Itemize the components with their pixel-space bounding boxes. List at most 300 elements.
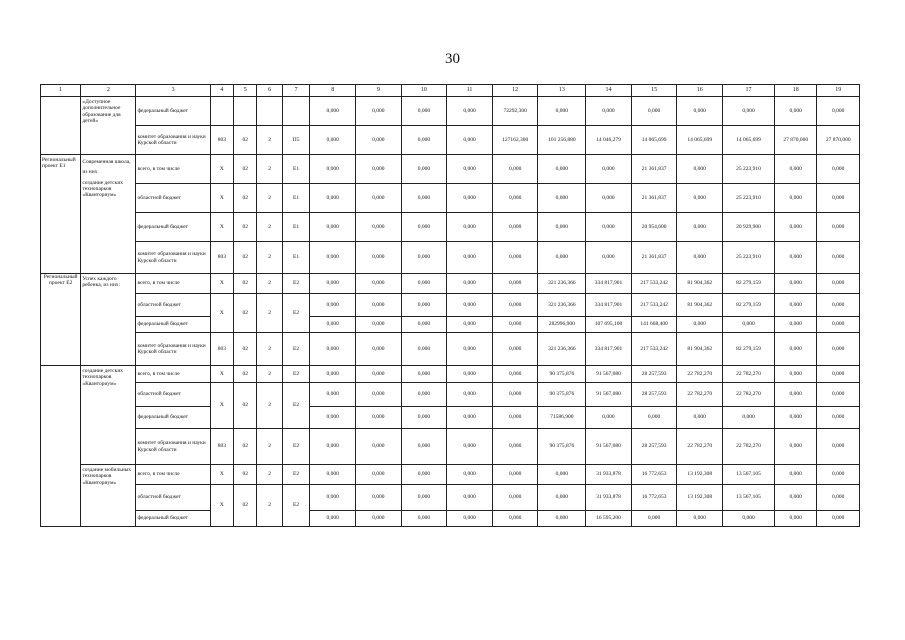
value-cell: 0,000 — [817, 294, 860, 317]
value-cell: 0,000 — [817, 155, 860, 184]
value-cell: 0,000 — [356, 511, 402, 527]
value-cell: 0,000 — [586, 155, 632, 184]
value-cell: 334 817,901 — [586, 274, 632, 294]
value-cell: 0,000 — [356, 407, 402, 429]
value-cell: 0,000 — [310, 317, 356, 333]
budget-source-cell: областной бюджет — [136, 383, 210, 407]
value-cell: 0,000 — [310, 429, 356, 465]
value-cell: 0,000 — [447, 126, 493, 155]
value-cell: 22 782,270 — [723, 429, 775, 465]
value-cell: 0,000 — [774, 485, 816, 511]
code-cell: Е1 — [282, 213, 310, 242]
value-cell: 0,000 — [356, 242, 402, 274]
value-cell: 0,000 — [401, 317, 447, 333]
value-cell: 0,000 — [817, 429, 860, 465]
table-row — [41, 485, 860, 511]
code-cell: 803 — [210, 126, 233, 155]
value-cell: 0,000 — [356, 97, 402, 126]
value-cell: 0,000 — [774, 184, 816, 213]
value-cell: 0,000 — [356, 155, 402, 184]
value-cell: 16 772,653 — [631, 465, 677, 485]
value-cell: 0,000 — [774, 383, 816, 407]
code-cell — [282, 97, 310, 126]
table-row — [41, 465, 860, 485]
value-cell: 0,000 — [356, 274, 402, 294]
code-cell: 02 — [234, 213, 257, 242]
code-cell: 2 — [257, 429, 282, 465]
code-cell: Е1 — [282, 155, 310, 184]
value-cell: 217 533,242 — [631, 333, 677, 366]
value-cell: 0,000 — [401, 383, 447, 407]
value-cell: 127162,300 — [492, 126, 538, 155]
value-cell: 20 954,600 — [631, 213, 677, 242]
value-cell: 107 695,100 — [586, 317, 632, 333]
value-cell: 0,000 — [817, 317, 860, 333]
value-cell: 0,000 — [774, 317, 816, 333]
column-header: 10 — [401, 85, 447, 97]
column-header: 1 — [41, 85, 81, 97]
value-cell: 0,000 — [492, 294, 538, 317]
value-cell: 0,000 — [774, 429, 816, 465]
value-cell: 0,000 — [817, 97, 860, 126]
value-cell: 0,000 — [677, 317, 723, 333]
value-cell: 0,000 — [310, 126, 356, 155]
value-cell: 81 904,362 — [677, 333, 723, 366]
column-header: 9 — [356, 85, 402, 97]
value-cell: 81 904,362 — [677, 294, 723, 317]
code-cell: Е2 — [282, 429, 310, 465]
value-cell: 72292,300 — [492, 97, 538, 126]
value-cell: 0,000 — [774, 366, 816, 383]
value-cell: 0,000 — [447, 465, 493, 485]
value-cell: 0,000 — [586, 242, 632, 274]
value-cell: 0,000 — [817, 333, 860, 366]
table-row — [41, 366, 860, 383]
budget-source-cell: всего, в том числе — [136, 366, 210, 383]
value-cell: 0,000 — [817, 511, 860, 527]
value-cell: 0,000 — [310, 242, 356, 274]
value-cell: 334 817,901 — [586, 333, 632, 366]
table-row — [41, 333, 860, 366]
value-cell: 0,000 — [401, 155, 447, 184]
value-cell: 90 375,876 — [538, 366, 586, 383]
budget-source-cell: комитет образования и науки Курской области — [136, 242, 210, 274]
column-header: 12 — [492, 85, 538, 97]
value-cell: 0,000 — [401, 465, 447, 485]
code-cell: 2 — [257, 465, 282, 485]
budget-source-cell: областной бюджет — [136, 294, 210, 317]
value-cell: 0,000 — [817, 242, 860, 274]
value-cell: 0,000 — [447, 366, 493, 383]
budget-source-cell: федеральный бюджет — [136, 97, 210, 126]
value-cell: 0,000 — [310, 511, 356, 527]
value-cell: 25 223,910 — [723, 184, 775, 213]
value-cell: 0,000 — [492, 333, 538, 366]
budget-source-cell: федеральный бюджет — [136, 213, 210, 242]
event-name-part: Современная школа, — [82, 159, 131, 165]
value-cell: 25 223,910 — [723, 155, 775, 184]
value-cell: 20 929,900 — [723, 213, 775, 242]
code-cell: 02 — [234, 184, 257, 213]
value-cell: 0,000 — [447, 333, 493, 366]
code-cell — [234, 97, 257, 126]
value-cell: 0,000 — [774, 274, 816, 294]
code-cell: Е2 — [282, 294, 310, 333]
section-cell — [41, 97, 81, 155]
project-name-cell: Региональный проект Е2 — [41, 274, 81, 366]
code-cell: Е2 — [282, 465, 310, 485]
value-cell: 31 933,878 — [586, 485, 632, 511]
value-cell: 28 257,593 — [631, 366, 677, 383]
event-name-cell: Успех каждого ребенка, из них: — [81, 274, 136, 366]
value-cell: 22 782,270 — [677, 366, 723, 383]
value-cell: 0,000 — [631, 511, 677, 527]
column-header: 14 — [586, 85, 632, 97]
value-cell: 0,000 — [586, 213, 632, 242]
value-cell: 13 567,105 — [723, 485, 775, 511]
budget-source-cell: комитет образования и науки Курской области — [136, 126, 210, 155]
value-cell: 0,000 — [677, 511, 723, 527]
table-row — [41, 213, 860, 242]
value-cell: 31 933,878 — [586, 465, 632, 485]
page-number: 30 — [445, 51, 460, 67]
budget-source-cell: комитет образования и науки Курской области — [136, 429, 210, 465]
code-cell: X — [210, 485, 233, 527]
value-cell: 0,000 — [310, 383, 356, 407]
value-cell: 0,000 — [677, 407, 723, 429]
value-cell: 13 192,308 — [677, 485, 723, 511]
column-header: 3 — [136, 85, 210, 97]
value-cell: 321 236,366 — [538, 333, 586, 366]
table-row — [41, 294, 860, 317]
value-cell: 0,000 — [538, 485, 586, 511]
value-cell: 21 361,837 — [631, 184, 677, 213]
value-cell: 0,000 — [492, 407, 538, 429]
code-cell: 2 — [257, 242, 282, 274]
code-cell: 2 — [257, 383, 282, 429]
value-cell: 0,000 — [310, 97, 356, 126]
value-cell: 0,000 — [492, 317, 538, 333]
value-cell: 25 223,910 — [723, 242, 775, 274]
value-cell: 27 870,000 — [774, 126, 816, 155]
column-header: 5 — [234, 85, 257, 97]
value-cell: 141 668,400 — [631, 317, 677, 333]
value-cell: 0,000 — [677, 97, 723, 126]
value-cell: 217 533,242 — [631, 274, 677, 294]
value-cell: 0,000 — [356, 366, 402, 383]
value-cell: 0,000 — [356, 333, 402, 366]
value-cell: 0,000 — [631, 97, 677, 126]
value-cell: 0,000 — [817, 274, 860, 294]
value-cell: 0,000 — [492, 366, 538, 383]
value-cell: 0,000 — [817, 213, 860, 242]
value-cell: 0,000 — [774, 294, 816, 317]
value-cell: 0,000 — [356, 294, 402, 317]
code-cell: 2 — [257, 184, 282, 213]
table-row — [41, 97, 860, 126]
budget-source-cell: всего, в том числе — [136, 465, 210, 485]
value-cell: 0,000 — [356, 184, 402, 213]
code-cell — [257, 97, 282, 126]
value-cell: 0,000 — [447, 383, 493, 407]
value-cell: 0,000 — [774, 242, 816, 274]
value-cell: 0,000 — [538, 97, 586, 126]
code-cell: X — [210, 274, 233, 294]
value-cell: 82 279,159 — [723, 274, 775, 294]
value-cell: 22 782,270 — [677, 429, 723, 465]
value-cell: 217 533,242 — [631, 294, 677, 317]
code-cell: 2 — [257, 213, 282, 242]
value-cell: 14 065,699 — [723, 126, 775, 155]
code-cell: 02 — [234, 465, 257, 485]
value-cell: 16 772,653 — [631, 485, 677, 511]
value-cell: 0,000 — [492, 155, 538, 184]
value-cell: 334 817,901 — [586, 294, 632, 317]
value-cell: 0,000 — [817, 485, 860, 511]
value-cell: 0,000 — [447, 511, 493, 527]
value-cell: 82 279,159 — [723, 294, 775, 317]
value-cell: 14 065,699 — [631, 126, 677, 155]
value-cell: 0,000 — [723, 97, 775, 126]
value-cell: 0,000 — [447, 485, 493, 511]
code-cell: 02 — [234, 294, 257, 333]
value-cell: 0,000 — [774, 155, 816, 184]
code-cell: 02 — [234, 155, 257, 184]
value-cell: 0,000 — [310, 274, 356, 294]
value-cell: 0,000 — [310, 485, 356, 511]
value-cell: 282996,900 — [538, 317, 586, 333]
value-cell: 91 567,080 — [586, 383, 632, 407]
table-row — [41, 317, 860, 333]
value-cell: 0,000 — [401, 294, 447, 317]
value-cell: 28 257,593 — [631, 383, 677, 407]
value-cell: 22 782,270 — [677, 383, 723, 407]
value-cell: 0,000 — [310, 184, 356, 213]
value-cell: 0,000 — [492, 274, 538, 294]
budget-source-cell: федеральный бюджет — [136, 407, 210, 429]
code-cell: 02 — [234, 126, 257, 155]
value-cell: 0,000 — [356, 383, 402, 407]
column-header: 2 — [81, 85, 136, 97]
value-cell: 0,000 — [492, 465, 538, 485]
value-cell: 0,000 — [492, 383, 538, 407]
code-cell: Е2 — [282, 383, 310, 429]
code-cell: 803 — [210, 429, 233, 465]
value-cell: 0,000 — [538, 242, 586, 274]
value-cell: 90 375,876 — [538, 429, 586, 465]
value-cell: 0,000 — [310, 294, 356, 317]
value-cell: 0,000 — [817, 366, 860, 383]
code-cell: X — [210, 366, 233, 383]
code-cell: Е1 — [282, 184, 310, 213]
code-cell: 2 — [257, 333, 282, 366]
value-cell: 0,000 — [356, 213, 402, 242]
section-cell — [41, 366, 81, 527]
value-cell: 0,000 — [310, 333, 356, 366]
table-row — [41, 274, 860, 294]
value-cell: 0,000 — [310, 407, 356, 429]
value-cell: 16 595,200 — [586, 511, 632, 527]
value-cell: 0,000 — [401, 126, 447, 155]
code-cell: 803 — [210, 242, 233, 274]
value-cell: 82 279,159 — [723, 333, 775, 366]
value-cell: 0,000 — [631, 407, 677, 429]
value-cell: 0,000 — [310, 366, 356, 383]
value-cell: 14 065,699 — [677, 126, 723, 155]
code-cell: 2 — [257, 366, 282, 383]
value-cell: 28 257,593 — [631, 429, 677, 465]
value-cell: 91 567,080 — [586, 429, 632, 465]
value-cell: 21 361,837 — [631, 155, 677, 184]
value-cell: 0,000 — [817, 407, 860, 429]
value-cell: 321 236,366 — [538, 294, 586, 317]
value-cell: 81 904,362 — [677, 274, 723, 294]
budget-source-cell: областной бюджет — [136, 485, 210, 511]
value-cell: 0,000 — [356, 465, 402, 485]
table-row — [41, 126, 860, 155]
event-name-cell: создание мобильных технопарков «Кванториум» — [81, 465, 136, 527]
column-header: 18 — [774, 85, 816, 97]
budget-source-cell: комитет образования и науки Курской области — [136, 333, 210, 366]
column-header: 4 — [210, 85, 233, 97]
code-cell: 02 — [234, 242, 257, 274]
code-cell: X — [210, 184, 233, 213]
value-cell: 13 192,308 — [677, 465, 723, 485]
code-cell: Е2 — [282, 366, 310, 383]
value-cell: 0,000 — [492, 242, 538, 274]
code-cell: 803 — [210, 333, 233, 366]
value-cell: 0,000 — [401, 511, 447, 527]
value-cell: 0,000 — [774, 97, 816, 126]
code-cell: X — [210, 155, 233, 184]
value-cell: 321 236,366 — [538, 274, 586, 294]
value-cell: 0,000 — [356, 317, 402, 333]
value-cell: 0,000 — [492, 213, 538, 242]
code-cell: 2 — [257, 274, 282, 294]
budget-source-cell: всего, в том числе — [136, 155, 210, 184]
column-header: 17 — [723, 85, 775, 97]
event-name-part: создание детских технопарков «Кванториум» — [82, 179, 124, 199]
value-cell: 0,000 — [723, 511, 775, 527]
value-cell: 0,000 — [538, 213, 586, 242]
code-cell: Е1 — [282, 242, 310, 274]
code-cell: 02 — [234, 383, 257, 429]
value-cell: 13 567,105 — [723, 465, 775, 485]
value-cell: 0,000 — [586, 407, 632, 429]
value-cell: 22 782,270 — [723, 366, 775, 383]
value-cell: 0,000 — [401, 429, 447, 465]
value-cell: 0,000 — [356, 485, 402, 511]
event-name-cell: «Доступное дополнительное образование для детей» — [81, 97, 136, 155]
value-cell: 0,000 — [310, 213, 356, 242]
value-cell: 0,000 — [677, 184, 723, 213]
value-cell: 0,000 — [723, 317, 775, 333]
code-cell: X — [210, 465, 233, 485]
value-cell: 0,000 — [774, 465, 816, 485]
value-cell: 14 046,279 — [586, 126, 632, 155]
value-cell: 0,000 — [677, 213, 723, 242]
event-name-cell: создание детских технопарков «Кванториум» — [81, 366, 136, 465]
table-row — [41, 511, 860, 527]
column-header: 11 — [447, 85, 493, 97]
column-header: 13 — [538, 85, 586, 97]
value-cell: 0,000 — [401, 184, 447, 213]
value-cell: 0,000 — [492, 429, 538, 465]
value-cell: 91 567,080 — [586, 366, 632, 383]
code-cell: 2 — [257, 155, 282, 184]
value-cell: 21 361,837 — [631, 242, 677, 274]
value-cell: 0,000 — [447, 317, 493, 333]
value-cell: 0,000 — [447, 155, 493, 184]
value-cell: 27 870,000 — [817, 126, 860, 155]
value-cell: 0,000 — [492, 184, 538, 213]
value-cell: 0,000 — [774, 511, 816, 527]
value-cell: 0,000 — [774, 213, 816, 242]
column-header: 6 — [257, 85, 282, 97]
value-cell: 0,000 — [723, 407, 775, 429]
value-cell: 22 782,270 — [723, 383, 775, 407]
table-row — [41, 383, 860, 407]
event-name-part: из них — [82, 169, 98, 176]
code-cell: 02 — [234, 429, 257, 465]
value-cell: 0,000 — [310, 465, 356, 485]
value-cell: 0,000 — [310, 155, 356, 184]
value-cell: 101 256,880 — [538, 126, 586, 155]
column-header: 7 — [282, 85, 310, 97]
value-cell: 0,000 — [447, 294, 493, 317]
code-cell: 02 — [234, 485, 257, 527]
value-cell: 0,000 — [774, 333, 816, 366]
project-name-cell: Региональный проект Е1 — [41, 155, 81, 274]
value-cell: 0,000 — [538, 155, 586, 184]
value-cell: 0,000 — [586, 184, 632, 213]
table-row — [41, 184, 860, 213]
value-cell: 0,000 — [817, 184, 860, 213]
code-cell: 2 — [257, 126, 282, 155]
code-cell: Е2 — [282, 274, 310, 294]
value-cell: 0,000 — [492, 511, 538, 527]
table-row — [41, 155, 860, 184]
budget-source-cell: федеральный бюджет — [136, 511, 210, 527]
budget-table — [40, 84, 860, 527]
value-cell: 0,000 — [447, 429, 493, 465]
value-cell: 0,000 — [447, 274, 493, 294]
column-header: 19 — [817, 85, 860, 97]
value-cell: 0,000 — [538, 184, 586, 213]
code-cell: X — [210, 383, 233, 429]
header-row — [41, 85, 860, 97]
value-cell: 0,000 — [677, 242, 723, 274]
value-cell: 0,000 — [401, 366, 447, 383]
value-cell: 0,000 — [401, 213, 447, 242]
budget-source-cell: федеральный бюджет — [136, 317, 210, 333]
code-cell: 02 — [234, 333, 257, 366]
value-cell: 0,000 — [447, 213, 493, 242]
column-header: 15 — [631, 85, 677, 97]
budget-source-cell: областной бюджет — [136, 184, 210, 213]
value-cell: 0,000 — [401, 274, 447, 294]
value-cell: 0,000 — [401, 242, 447, 274]
value-cell: 0,000 — [538, 511, 586, 527]
event-name-cell — [81, 155, 136, 274]
value-cell: 0,000 — [774, 407, 816, 429]
value-cell: 0,000 — [356, 429, 402, 465]
value-cell: 0,000 — [401, 333, 447, 366]
budget-source-cell: всего, в том числе — [136, 274, 210, 294]
value-cell: 0,000 — [401, 407, 447, 429]
value-cell: 0,000 — [677, 155, 723, 184]
value-cell: 71586,900 — [538, 407, 586, 429]
